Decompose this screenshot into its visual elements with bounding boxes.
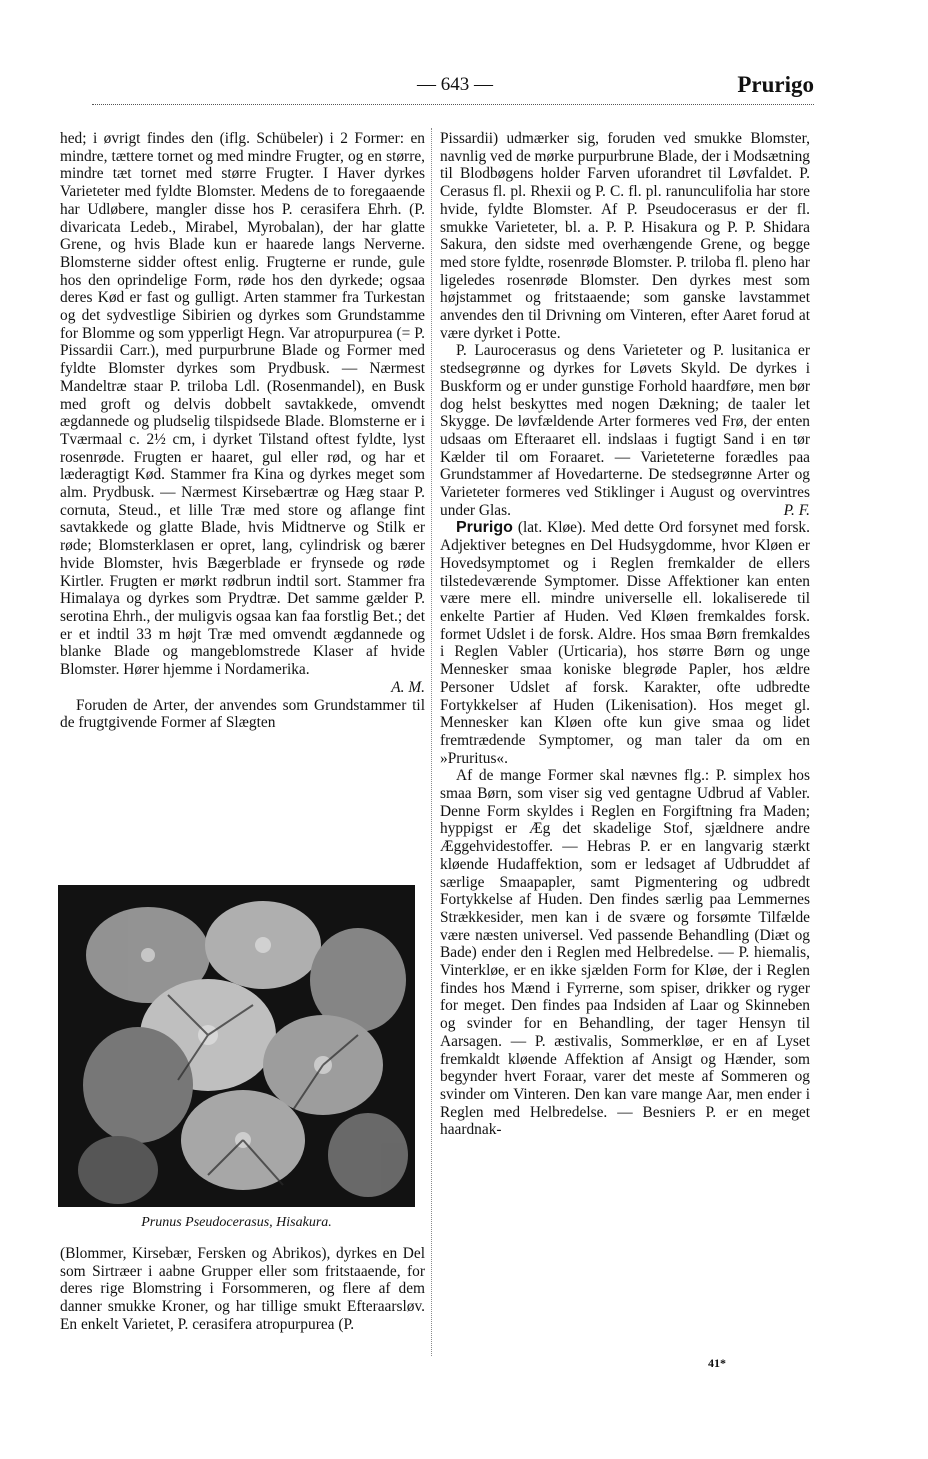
left-column [60, 130, 425, 732]
page-header [96, 74, 814, 108]
right-column [440, 130, 810, 1139]
flower-photograph [58, 885, 415, 1207]
figure-caption: Prunus Pseudocerasus, Hisakura. [141, 1215, 332, 1230]
entry-definition: (lat. Kløe). Med dette Ord forsynet med forsk. Adjektiver betegnes en Del Hudsygdomme, hvor Kløen er Hovedsymptomet og i Reglen fremkalder de ellers tilstedeværende Symptomer. Disse Affektioner kan enten være mere ell. mindre universelle ell. lokaliserede til enkelte Partier af Huden. Ved Kløen fremkaldes forsk. formet Udslet i de forsk. Aldre. Hos smaa Børn fremkaldes i Reglen Vabler (Urticaria), hos større Børn og unge Mennesker smaa koniske blegrøde Papler, hos ældre Personer Udslet af forsk. Karakter, ofte udbredte Fortykkelser af Huden (Likenisation). Hos meget gl. Mennesker kan Kløen ofte kun give smaa og lidet fremtrædende Symptomer, og man taler da om en »Pruritus«. [440, 519, 810, 767]
left-paragraph-3: (Blommer, Kirsebær, Fersken og Abrikos), dyrkes en Del som Sirtræer i aabne Grupper eller som fritstaaende, for deres rige Blomstring i Forsommeren, og flere af dem danner smukke Kroner, og har tillige smukt Efteraarsløv. En enkelt Varietet, P. cerasifera atropurpurea (P. [60, 1245, 425, 1333]
photo-illustration [58, 885, 415, 1207]
entry-prurigo [440, 519, 810, 767]
left-paragraph-1: hed; i øvrigt findes den (iflg. Schübeler) i 2 Former: en mindre, tættere tornet og med mindre Frugter, og en større, mindre tæt tornet med større Frugter. I Haver dyrkes Varieteter med fyldte Blomster. Medens de to foregaaende har Udløbere, mangler disse hos P. cerasifera Ehrh. (P. divaricata Ledeb., Mirabel, Myrobalan), der har glatte Grene, og hvis Blade kun er haarede langs Nerverne. Blomsterne sidder oftest enlig. Frugterne er runde, gule hos den oprindelige Form, røde hos den dyrkede; ogsaa deres Kød er fast og gulligt. Arten stammer fra Turkestan og det sydvestlige Sibirien og dyrkes som Grundstamme for Blomme og som ypperligt Hegn. Var atropurpurea (= P. Pissardii Carr.), med purpurbrune Blade og Former med fyldte Blomster dyrkes som Prydbusk. — Nærmest Mandeltræ staar P. triloba Ldl. (Rosenmandel), en Busk med groft og delvis dobbelt savtakkede, omvendt ægdannede og pludselig tilspidsede Blade. Blomsterne er i Tværmaal c. 2½ cm, i dyrket Tilstand oftest fyldte, lyst rosenrøde. Frugten er haaret, gul eller rød, og har et læderagtigt Kød. Stammer fra Kina og dyrkes meget som alm. Prydbusk. — Nærmest Kirsebærtræ og Hæg staar P. cornuta, Steud., et lille Træ med store og aflange fint savtakkede og glatte Blade, hvis Midtnerve og Stilk er røde; Blomsterklasen er opret, lang, cylindrisk og bærer hvide Blomster, hvis Bægerblade er frynsede og røde Kirtler. Frugten er mørkt rødbrun indtil sort. Stammer fra Himalaya og dyrkes som Prydtræ. Det samme gælder P. serotina Ehrh., der muligvis ogsaa kan faa forstlig Bet.; det er et indtil 33 m højt Træ med omvendt ægdannede og blanke Blade og mangeblomstrede Klaser af hvide Blomster. Hører hjemme i Nordamerika. [60, 130, 425, 679]
entry-lemma: Prurigo [456, 519, 513, 537]
right-paragraph-2-text: P. Laurocerasus og dens Varieteter og P. lusitanica er stedsegrønne og dyrkes for Løvets Skyld. De dyrkes i Buskform og er under gunstige Forhold haardføre, men bør dog helst beskyttes med nogen Dækning; de taaler let Skygge. De løvfældende Arter formeres ved Frø, der enten udsaas om Efteraaret ell. indslaas i fugtigt Sand i en tør Kælder til om Foraaret. — Varieteterne forædles paa Grundstammer af Hovedarterne. De stedsegrønne Arter og Varieteter formeres ved Stiklinger i August og overvintres under Glas. [440, 342, 810, 519]
signature-mark: 41* [708, 1356, 726, 1370]
right-paragraph-2 [440, 342, 810, 519]
right-paragraph-1: Pissardii) udmærker sig, foruden ved smukke Blomster, navnlig ved de mørke purpurbrune Blade, der i Modsætning til Blodbøgens holder Farven uforandret til Løvfaldet. P. Cerasus fl. pl. Rhexii og P. C. fl. pl. ranunculifolia har store hvide, fyldte Blomster. Af P. Pseudocerasus er der fl. smukke Varieteter, bl. a. P. P. Hisakura og P. P. Shidara Sakura, den sidste med overhængende Grene, og begge med store fyldte, rosenrøde Blomster. P. triloba fl. pleno har ligeledes rosenrøde Blomster. Den dyrkes mest som højstammet og fritstaaende; som ganske lavstammet anvendes den til Drivning om Vinteren, efter Aaret forud at være dyrket i Potte. [440, 130, 810, 342]
column-divider [431, 128, 432, 1356]
left-column-bottom [60, 1245, 425, 1334]
author-signoff: A. M. [391, 678, 425, 696]
header-rule [92, 104, 814, 105]
right-paragraph-4: Af de mange Former skal nævnes flg.: P. simplex hos smaa Børn, som viser sig ved gentagne Udbrud af Vabler. Denne Form skyldes i Reglen en Forgiftning fra Maden; hyppigst er Æg det skadelige Stof, sjældnere andre Æggehvidestoffer. — Hebras P. er en langvarig stærkt kløende Hudaffektion, som er ledsaget af Udbruddet af særlige Smaapapler, samt Pigmentering og udbredt Fortykkelse af Huden. Den findes særlig paa Lemmernes Strækkesider, men kan i de svære og forsømte Tilfælde være næsten universel. Ved passende Behandling (Diæt og Bade) ender den i Reglen med Helbredelse. — P. hiemalis, Vinterkløe, er en ikke sjælden Form for Kløe, der i Reglen findes hos Mænd i Fyrrerne, som spiser, drikker og ryger for meget. Den findes paa Indsiden af Laar og Skinneben og svinder for en Behandling, der tager Hensyn til Aarsagen. — P. æstivalis, Sommerkløe, er en af Lyset fremkaldt kløende Affektion af Ansigt og Hænder, som begynder hvert Foraar, varer det meste af Sommeren og svinder om Vinteren. Den kan vare mange Aar, men ender i Reglen med Helbredelse. — Besniers P. er en meget haardnak- [440, 767, 810, 1139]
left-paragraph-2: Foruden de Arter, der anvendes som Grundstammer til de frugtgivende Former af Slægten [60, 696, 425, 732]
page-number: — 643 — [417, 74, 493, 95]
running-title: Prurigo [737, 72, 814, 97]
author-signoff-2: P. F. [783, 501, 810, 519]
